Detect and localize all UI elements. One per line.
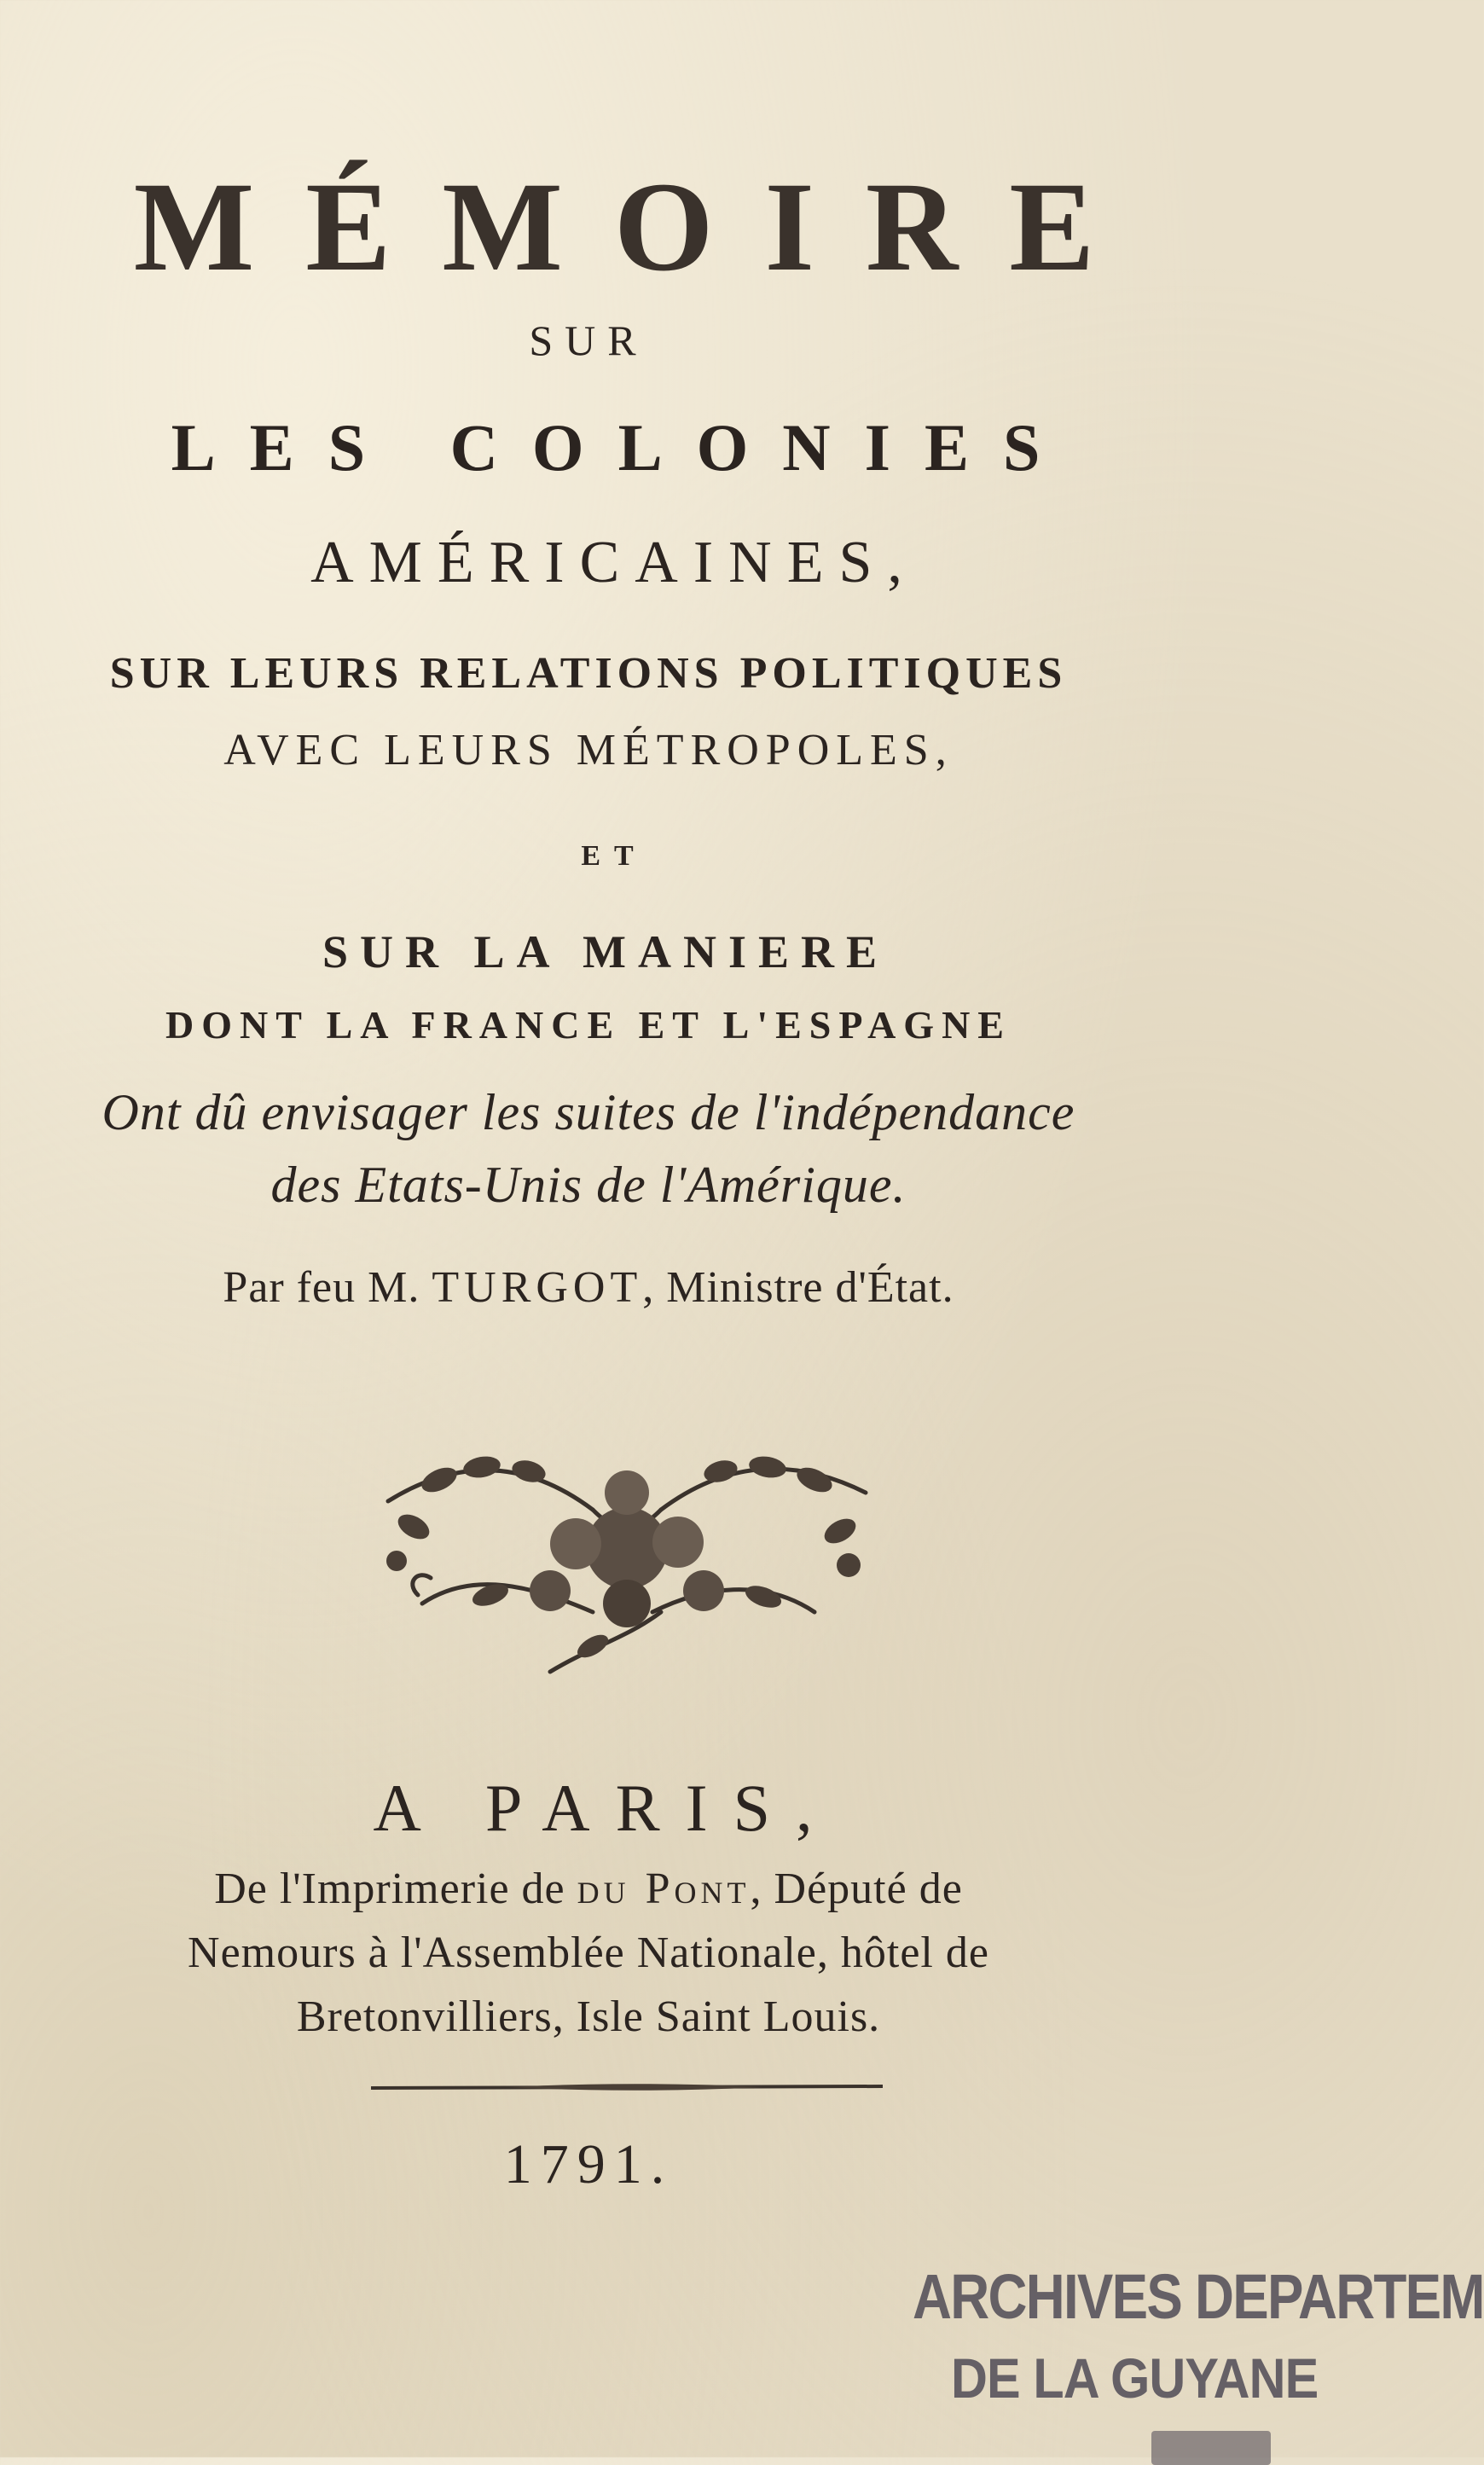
- subtitle-france-espagne: DONT LA FRANCE ET L'ESPAGNE: [165, 1003, 1012, 1047]
- subtitle-colonies: LES COLONIES: [171, 410, 1075, 484]
- subtitle-americaines: AMÉRICAINES,: [310, 530, 918, 595]
- stamp-line-1: ARCHIVES DEPARTEM: [913, 2261, 1484, 2332]
- conjunction-et: ET: [581, 840, 647, 872]
- place-of-publication: A PARIS,: [373, 1771, 838, 1845]
- subtitle-relations: SUR LEURS RELATIONS POLITIQUES: [109, 649, 1068, 698]
- stamp-line-3-fragment: [1151, 2431, 1271, 2465]
- author-suffix: , Ministre d'État.: [642, 1263, 954, 1312]
- imprint-line-2: Nemours à l'Assemblée Nationale, hôtel de: [188, 1928, 989, 1977]
- subtitle-metropoles: AVEC LEURS MÉTROPOLES,: [223, 726, 954, 774]
- subtitle-sur: SUR: [529, 316, 648, 364]
- author-name: TURGOT: [432, 1263, 643, 1312]
- archive-stamp: [904, 2260, 1484, 2457]
- imprint-line-1-a: De l'Imprimerie de: [214, 1865, 565, 1913]
- imprint-line-1: [0, 1864, 1177, 1914]
- italic-line-1: Ont dû envisager les suites de l'indépendance: [101, 1084, 1075, 1140]
- subtitle-maniere: SUR LA MANIERE: [322, 926, 890, 977]
- author-prefix: Par feu M.: [223, 1263, 420, 1312]
- imprint-line-1-b: , Député de: [750, 1865, 963, 1913]
- main-title: MÉMOIRE: [133, 156, 1146, 298]
- stamp-line-2: DE LA GUYANE: [951, 2346, 1319, 2410]
- decorative-rule: [371, 2081, 883, 2093]
- imprint-line-3: Bretonvilliers, Isle Saint Louis.: [296, 1992, 881, 2041]
- printer-name: du Pont: [577, 1865, 751, 1913]
- italic-line-2: des Etats-Unis de l'Amérique.: [270, 1157, 907, 1213]
- author-line: [0, 1262, 1177, 1313]
- floral-ornament-icon: [337, 1399, 917, 1689]
- publication-year: 1791.: [503, 2133, 674, 2195]
